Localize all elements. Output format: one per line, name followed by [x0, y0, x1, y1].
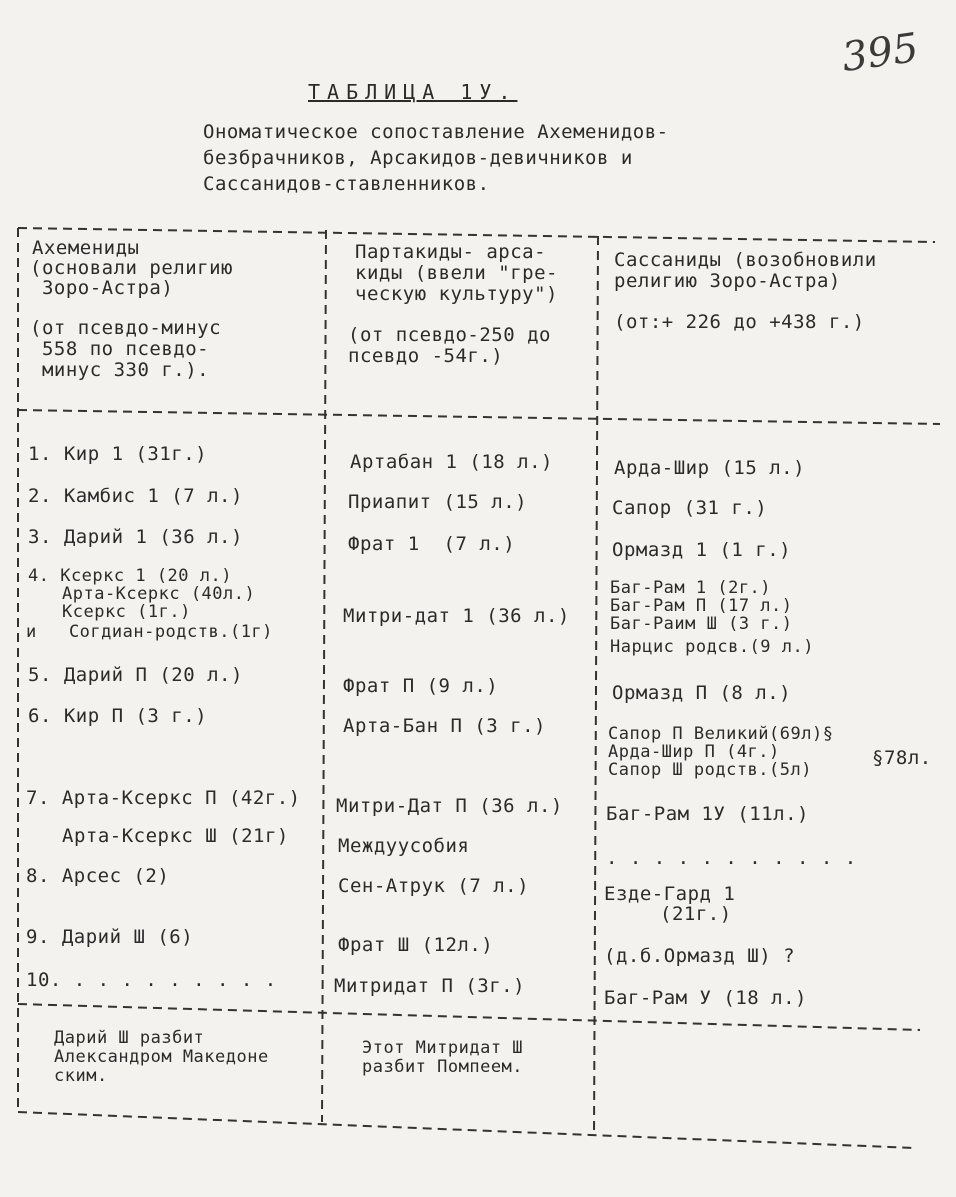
achaemenid-row: 9. Дарий Ш (6) — [26, 926, 194, 948]
achaemenid-row: 1. Кир 1 (31г.) — [28, 443, 208, 465]
achaemenid-row: 6. Кир П (3 г.) — [28, 705, 208, 727]
achaemenid-row: 8. Арсес (2) — [26, 865, 170, 887]
parthian-row: Митридат П (3г.) — [334, 975, 526, 997]
sassanid-row: Баг-Рам У (18 л.) — [604, 987, 807, 1009]
parthian-row: Сен-Атрук (7 л.) — [338, 875, 530, 897]
parthian-footnote-line: разбит Помпеем. — [362, 1057, 524, 1077]
parthian-row: Приапит (15 л.) — [348, 491, 528, 513]
sassanid-row: Сапор (31 г.) — [612, 497, 768, 519]
achaemenid-row: Арта-Ксеркс (40л.) — [62, 584, 256, 604]
achaemenid-header-line: (основали религию — [30, 257, 233, 279]
achaemenid-footnote-line: ским. — [54, 1066, 108, 1086]
achaemenid-row: 7. Арта-Ксеркс П (42г.) — [26, 787, 301, 809]
parthian-dates-line: (от псевдо-250 до — [348, 324, 551, 346]
sassanid-row: Арда-Шир (15 л.) — [614, 457, 806, 479]
sassanid-row: Сапор П Великий(69л)§ — [608, 724, 834, 744]
table-subtitle-line: Онoматическое сопоставление Ахеменидов- — [203, 121, 669, 143]
achaemenid-row: Ксеркс (1г.) — [62, 602, 191, 622]
sassanid-row: (21г.) — [660, 903, 732, 925]
sassanid-row: . . . . . . . . . . . — [606, 847, 857, 869]
parthian-dates-line: псевдо -54г.) — [348, 345, 504, 367]
sassanid-header-line: религию Зоро-Астра) — [614, 270, 841, 292]
parthian-row: Фрат 1 (7 л.) — [348, 533, 516, 555]
achaemenid-footnote-line: Дарий Ш разбит — [54, 1028, 205, 1048]
sassanid-row: (д.б.Ормазд Ш) ? — [604, 945, 796, 967]
parthian-header-line: киды (ввели "гре- — [355, 262, 558, 284]
sassanid-row: Нарцис родсв.(9 л.) — [610, 637, 814, 657]
parthian-row: Междуусобия — [338, 835, 470, 857]
parthian-row: Фрат Ш (12л.) — [338, 934, 494, 956]
table-subtitle-line: безбрачников, Арсакидов-девичников и — [203, 147, 633, 169]
achaemenid-dates-line: минус 330 г.). — [30, 359, 210, 381]
page-number: 395 — [839, 24, 922, 82]
achaemenid-row: 5. Дарий П (20 л.) — [28, 664, 243, 686]
parthian-row: Арта-Бан П (3 г.) — [343, 715, 546, 737]
achaemenid-row: и Согдиан-родств.(1г) — [26, 622, 273, 642]
sassanid-group-total: §78л. — [872, 747, 932, 769]
sassanid-row: Баг-Раим Ш (3 г.) — [610, 614, 793, 634]
sassanid-dates-line: (от:+ 226 до +438 г.) — [614, 311, 865, 333]
sassanid-row: Баг-Рам П (17 л.) — [610, 596, 793, 616]
sassanid-row: Арда-Шир П (4г.) — [608, 742, 780, 762]
achaemenid-row: 2. Камбис 1 (7 л.) — [28, 485, 243, 507]
achaemenid-dates-line: 558 по псевдо- — [30, 338, 210, 360]
parthian-row: Фрат П (9 л.) — [343, 675, 499, 697]
achaemenid-dates-line: (от псевдо-минус — [30, 317, 222, 339]
parthian-row: Артабан 1 (18 л.) — [350, 451, 553, 473]
sassanid-row: Баг-Рам 1 (2г.) — [610, 578, 772, 598]
sassanid-row: Сапор Ш родств.(5л) — [608, 760, 812, 780]
sassanid-row: Баг-Рам 1У (11л.) — [606, 803, 809, 825]
parthian-row: Митри-Дат П (36 л.) — [336, 795, 563, 817]
sassanid-row: Езде-Гард 1 — [604, 883, 736, 905]
achaemenid-header-line: Ахемениды — [32, 237, 140, 259]
parthian-header-line: Партакиды- арса- — [355, 241, 547, 263]
achaemenid-footnote-line: Александром Македоне — [54, 1047, 269, 1067]
parthian-footnote-line: Этот Митридат Ш — [362, 1038, 524, 1058]
parthian-header-line: ческую культуру") — [355, 283, 558, 305]
achaemenid-header-line: Зоро-Астра) — [30, 277, 174, 299]
table-title: ТАБЛИЦА 1У. — [308, 80, 518, 104]
sassanid-header-line: Сассаниды (возобновили — [614, 249, 877, 271]
sassanid-row: Ормазд 1 (1 г.) — [612, 539, 792, 561]
table-subtitle-line: Сассанидов-ставленников. — [203, 173, 490, 195]
sassanid-row: Ормазд П (8 л.) — [612, 682, 792, 704]
achaemenid-row: 10. . . . . . . . . . — [26, 969, 277, 991]
achaemenid-row: 4. Ксеркс 1 (20 л.) — [28, 566, 232, 586]
achaemenid-row: Арта-Ксеркс Ш (21г) — [62, 825, 289, 847]
achaemenid-row: 3. Дарий 1 (36 л.) — [28, 526, 243, 548]
parthian-row: Митри-дат 1 (36 л.) — [343, 605, 570, 627]
